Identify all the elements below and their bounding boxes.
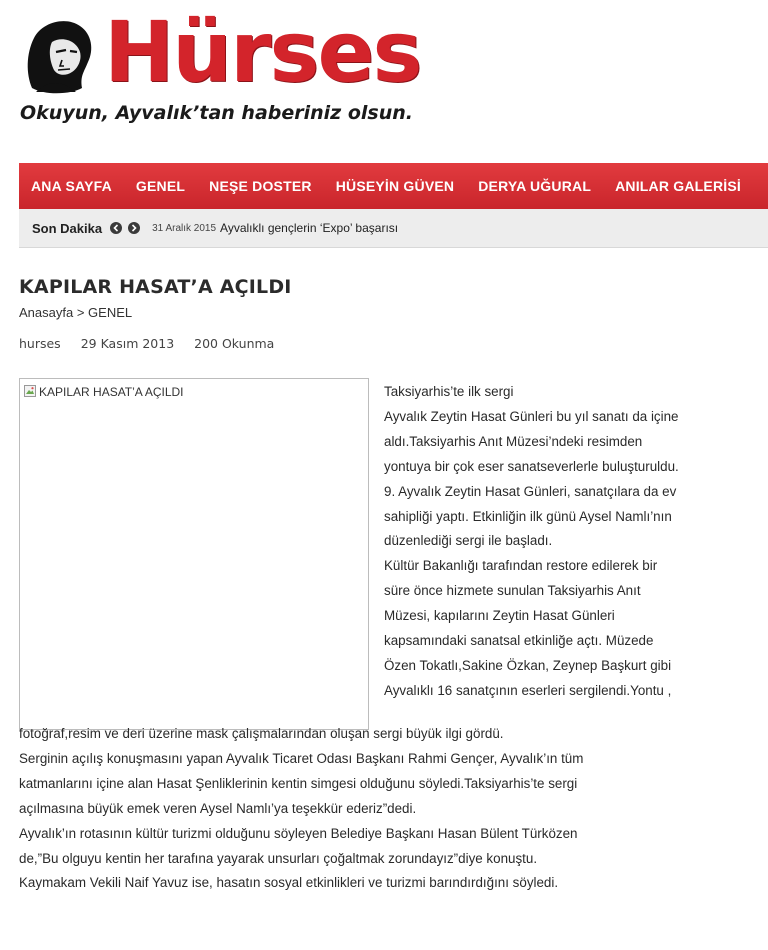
article-line: açılmasına büyük emek veren Aysel Namlı’ya teşekkür ederiz”dedi. — [19, 800, 417, 816]
site-slogan: Okuyun, Ayvalık’tan haberiniz olsun. — [20, 102, 413, 124]
article-line: Ayvalıklı 16 sanatçının eserleri sergilendi.Yontu , — [384, 682, 672, 698]
breadcrumb-separator: > — [76, 305, 85, 320]
ticker-date: 31 Aralık 2015 — [152, 222, 217, 234]
article-body-side — [384, 380, 756, 704]
breadcrumb-home-link[interactable]: Anasayfa — [19, 305, 74, 320]
article-image — [19, 378, 369, 730]
article-line: sahipliği yaptı. Etkinliğin ilk günü Aysel Namlı’nın — [384, 508, 672, 524]
broken-image-icon — [24, 385, 36, 397]
ticker-headline-link[interactable]: Ayvalıklı gençlerin ‘Expo’ başarısı — [220, 221, 399, 235]
article-date: 29 Kasım 2013 — [80, 336, 175, 351]
breaking-news-ticker — [19, 209, 768, 248]
article-line: Kültür Bakanlığı tarafından restore edilerek bir — [384, 558, 658, 574]
article-line: Kaymakam Vekili Naif Yavuz ise, hasatın sosyal etkinlikleri ve turizmi barındırdığını söyledi. — [19, 875, 559, 891]
article-body-full — [19, 722, 759, 896]
article-line: Ayvalık’ın rotasının kültür turizmi olduğunu söyleyen Belediye Başkanı Hasan Bülent Türközen — [19, 825, 578, 841]
nav-item-nese-doster[interactable]: NEŞE DOSTER — [209, 178, 312, 194]
article-line: Özen Tokatlı,Sakine Özkan, Zeynep Başkurt gibi — [384, 657, 672, 673]
logo-wordmark: Hürses — [104, 3, 421, 101]
site-logo[interactable] — [18, 3, 458, 128]
ticker-next-icon[interactable] — [128, 222, 140, 234]
ticker-prev-icon[interactable] — [110, 222, 122, 234]
ticker-label: Son Dakika — [32, 220, 103, 236]
breadcrumb — [19, 305, 132, 320]
article-line: Müzesi, kapılarını Zeytin Hasat Günleri — [384, 608, 615, 624]
article-line: fotoğraf,resim ve deri üzerine mask çalışmalarından oluşan sergi büyük ilgi gördü. — [19, 726, 504, 741]
nav-item-genel[interactable]: GENEL — [135, 178, 186, 194]
article-line: Taksiyarhis’te ilk sergi — [384, 384, 514, 399]
article-author: hurses — [19, 336, 61, 351]
article-views: 200 Okunma — [194, 336, 275, 351]
article-line: Serginin açılış konuşmasını yapan Ayvalık Ticaret Odası Başkanı Rahmi Gençer, Ayvalık’ın tüm — [19, 750, 584, 766]
article-title: KAPILAR HASAT’A AÇILDI — [19, 276, 292, 298]
nav-item-ana-sayfa[interactable]: ANA SAYFA — [31, 178, 112, 194]
article-line: kapsamındaki sanatsal etkinliğe açtı. Müzede — [384, 633, 654, 649]
main-nav — [19, 163, 768, 209]
article-line: Ayvalık Zeytin Hasat Günleri bu yıl sanatı da içine — [384, 408, 679, 424]
nav-item-derya-ugural[interactable]: DERYA UĞURAL — [478, 178, 592, 194]
article-line: yontuya bir çok eser sanatseverlerle buluşturuldu. — [384, 458, 679, 474]
nav-item-huseyin-guven[interactable]: HÜSEYİN GÜVEN — [335, 178, 455, 194]
breadcrumb-category-link[interactable]: GENEL — [88, 305, 133, 320]
article-line: 9. Ayvalık Zeytin Hasat Günleri, sanatçılara da ev — [384, 483, 677, 499]
article-line: aldı.Taksiyarhis Anıt Müzesi’ndeki resimden — [384, 433, 643, 449]
article-line: düzenlediği sergi ile başladı. — [384, 533, 553, 549]
article-meta — [19, 336, 290, 351]
portrait-logo-icon — [22, 14, 98, 98]
article-line: süre önce hizmete sunulan Taksiyarhis Anıt — [384, 583, 641, 599]
article-line: de,”Bu olguyu kentin her tarafına yayarak unsurları çoğaltmak zorundayız”diye konuştu. — [19, 850, 538, 866]
article-line: katmanlarını içine alan Hasat Şenliklerinin kentin simgesi olduğunu söyledi.Taksiyarhis’te sergi — [19, 775, 578, 791]
nav-item-anilar-galerisi[interactable]: ANILAR GALERİSİ — [615, 178, 741, 194]
image-alt-text: KAPILAR HASAT’A AÇILDI — [39, 385, 184, 399]
broken-image-placeholder — [24, 385, 184, 399]
